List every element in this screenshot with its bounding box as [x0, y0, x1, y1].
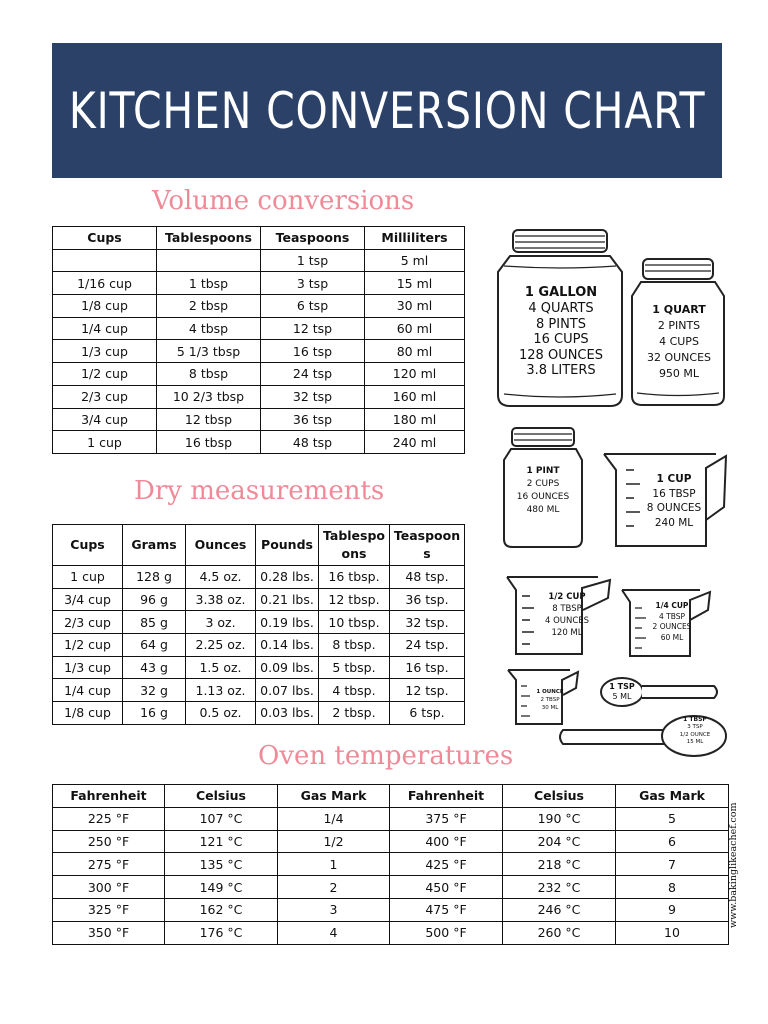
table-cell: 6: [616, 830, 729, 853]
table-cell: 325 °F: [53, 898, 165, 921]
table-cell: 12 tbsp.: [319, 588, 390, 611]
half-cup-line: 4 OUNCES: [544, 616, 590, 626]
table-cell: 425 °F: [390, 853, 503, 876]
tsp-line: 5 ML: [612, 692, 632, 701]
table-cell: 4 tbsp: [157, 317, 261, 340]
table-cell: 60 ml: [365, 317, 465, 340]
ounce-title: 1 OUNCE: [536, 689, 564, 695]
table-cell: 43 g: [123, 656, 186, 679]
volume-heading: Volume conversions: [152, 186, 415, 216]
table-cell: 16 tbsp: [157, 431, 261, 454]
table-cell: 0.03 lbs.: [256, 702, 319, 725]
table-cell: 5 tbsp.: [319, 656, 390, 679]
quart-line: 950 ML: [658, 367, 700, 380]
tbsp-line: 15 ML: [686, 739, 704, 745]
quarter-cup-line: 4 TBSP: [658, 611, 686, 621]
table-cell: 24 tsp.: [390, 634, 465, 657]
table-cell: 1 cup: [53, 566, 123, 589]
half-cup-title: 1/2 CUP: [548, 592, 586, 602]
table-cell: 475 °F: [390, 898, 503, 921]
table-cell: 0.21 lbs.: [256, 588, 319, 611]
quart-title: 1 QUART: [652, 303, 706, 316]
table-cell: 1/4 cup: [53, 679, 123, 702]
volume-column-header: Milliliters: [365, 227, 465, 250]
cup-label: [641, 472, 707, 530]
oven-column-header: Fahrenheit: [390, 785, 503, 808]
table-cell: 107 °C: [165, 807, 278, 830]
table-cell: 4 tbsp.: [319, 679, 390, 702]
gallon-line: 128 OUNCES: [519, 347, 603, 363]
quart-line: 4 CUPS: [659, 335, 699, 348]
table-cell: 32 g: [123, 679, 186, 702]
half-cup-label: [536, 591, 598, 639]
tbsp-line: 3 TSP: [687, 724, 703, 730]
cup-line: 16 TBSP: [652, 487, 696, 500]
quart-line: 32 OUNCES: [646, 351, 712, 364]
table-cell: 1 tsp: [261, 249, 365, 272]
dry-column-header: Teaspoon s: [390, 525, 465, 566]
table-cell: 1/3 cup: [53, 340, 157, 363]
gallon-title: 1 GALLON: [524, 285, 598, 300]
table-cell: 225 °F: [53, 807, 165, 830]
table-cell: 500 °F: [390, 921, 503, 944]
tsp-label: [603, 682, 641, 702]
volume-column-header: Teaspoons: [261, 227, 365, 250]
cup-line: 8 OUNCES: [646, 502, 702, 514]
table-cell: 10: [616, 921, 729, 944]
table-cell: 1/4: [278, 807, 390, 830]
quarter-cup-line: 60 ML: [660, 632, 684, 642]
table-cell: 260 °C: [503, 921, 616, 944]
table-cell: 0.5 oz.: [186, 702, 256, 725]
tbsp-line: 1/2 OUNCE: [679, 731, 711, 738]
table-cell: 1/2 cup: [53, 634, 123, 657]
table-cell: 2 tbsp: [157, 295, 261, 318]
half-cup-line: 8 TBSP: [552, 604, 582, 614]
table-cell: 10 2/3 tbsp: [157, 385, 261, 408]
tbsp-label: [670, 716, 720, 747]
gallon-line: 3.8 LITERS: [526, 363, 596, 379]
table-cell: 1/4 cup: [53, 317, 157, 340]
table-cell: 128 g: [123, 566, 186, 589]
tsp-title: 1 TSP: [609, 682, 635, 691]
table-cell: 9: [616, 898, 729, 921]
table-cell: 32 tsp: [261, 385, 365, 408]
table-cell: 1/2 cup: [53, 363, 157, 386]
table-cell: 30 ml: [365, 295, 465, 318]
dry-column-header: Pounds: [256, 525, 319, 566]
table-cell: 16 tsp: [261, 340, 365, 363]
dry-column-header: Tablespo ons: [319, 525, 390, 566]
table-cell: 3.38 oz.: [186, 588, 256, 611]
table-cell: 1: [278, 853, 390, 876]
table-cell: 96 g: [123, 588, 186, 611]
table-cell: 0.19 lbs.: [256, 611, 319, 634]
ounce-line: 2 TBSP: [540, 697, 560, 703]
table-cell: 204 °C: [503, 830, 616, 853]
quarter-cup-label: [646, 601, 698, 643]
table-cell: 5 ml: [365, 249, 465, 272]
table-cell: 5 1/3 tbsp: [157, 340, 261, 363]
table-cell: 400 °F: [390, 830, 503, 853]
table-cell: 3: [278, 898, 390, 921]
table-cell: 16 tbsp.: [319, 566, 390, 589]
table-cell: 1/8 cup: [53, 702, 123, 725]
ounce-label: [530, 688, 570, 712]
pint-label: [506, 465, 580, 517]
table-cell: 1 cup: [53, 431, 157, 454]
table-cell: 12 tbsp: [157, 408, 261, 431]
table-cell: 80 ml: [365, 340, 465, 363]
dry-column-header: Ounces: [186, 525, 256, 566]
table-cell: 48 tsp: [261, 431, 365, 454]
oven-column-header: Celsius: [503, 785, 616, 808]
table-cell: 2/3 cup: [53, 385, 157, 408]
pint-line: 480 ML: [526, 505, 560, 515]
table-cell: 2 tbsp.: [319, 702, 390, 725]
table-cell: 16 tsp.: [390, 656, 465, 679]
gallon-line: 4 QUARTS: [528, 301, 594, 317]
pint-line: 2 CUPS: [526, 479, 560, 489]
dry-heading: Dry measurements: [134, 476, 385, 506]
page-title: KITCHEN CONVERSION CHART: [68, 81, 706, 140]
quarter-cup-line: 2 OUNCES: [652, 622, 692, 631]
table-cell: 0.14 lbs.: [256, 634, 319, 657]
table-cell: 275 °F: [53, 853, 165, 876]
ounce-line: 30 ML: [541, 705, 559, 711]
table-cell: 120 ml: [365, 363, 465, 386]
quart-label: [636, 302, 722, 382]
volume-column-header: Tablespoons: [157, 227, 261, 250]
quarter-cup-title: 1/4 CUP: [655, 601, 689, 610]
dry-column-header: Grams: [123, 525, 186, 566]
table-cell: 0.07 lbs.: [256, 679, 319, 702]
table-cell: 176 °C: [165, 921, 278, 944]
table-cell: 7: [616, 853, 729, 876]
table-cell: 85 g: [123, 611, 186, 634]
cup-title: 1 CUP: [656, 473, 692, 485]
table-cell: 2.25 oz.: [186, 634, 256, 657]
table-cell: 8 tbsp: [157, 363, 261, 386]
table-cell: 1 tbsp: [157, 272, 261, 295]
table-cell: 121 °C: [165, 830, 278, 853]
pint-title: 1 PINT: [526, 466, 560, 476]
table-cell: 5: [616, 807, 729, 830]
table-cell: 350 °F: [53, 921, 165, 944]
table-cell: 218 °C: [503, 853, 616, 876]
table-cell: 149 °C: [165, 876, 278, 899]
table-cell: 36 tsp: [261, 408, 365, 431]
table-cell: 190 °C: [503, 807, 616, 830]
table-cell: 135 °C: [165, 853, 278, 876]
table-cell: 32 tsp.: [390, 611, 465, 634]
table-cell: 8 tbsp.: [319, 634, 390, 657]
oven-heading: Oven temperatures: [258, 741, 514, 771]
table-cell: 2/3 cup: [53, 611, 123, 634]
table-cell: 1/3 cup: [53, 656, 123, 679]
table-cell: 12 tsp.: [390, 679, 465, 702]
table-cell: 10 tbsp.: [319, 611, 390, 634]
volume-column-header: Cups: [53, 227, 157, 250]
gallon-line: 16 CUPS: [533, 332, 589, 348]
table-cell: 232 °C: [503, 876, 616, 899]
table-cell: 4: [278, 921, 390, 944]
table-cell: 6 tsp.: [390, 702, 465, 725]
table-cell: 4.5 oz.: [186, 566, 256, 589]
table-cell: 24 tsp: [261, 363, 365, 386]
table-cell: 16 g: [123, 702, 186, 725]
table-cell: 15 ml: [365, 272, 465, 295]
table-cell: 240 ml: [365, 431, 465, 454]
table-cell: 12 tsp: [261, 317, 365, 340]
table-cell: 8: [616, 876, 729, 899]
half-cup-line: 120 ML: [551, 628, 583, 638]
website-url: www.bakinglikeachef.com: [728, 802, 739, 928]
table-cell: 1/8 cup: [53, 295, 157, 318]
table-cell: 0.28 lbs.: [256, 566, 319, 589]
table-cell: 180 ml: [365, 408, 465, 431]
pint-line: 16 OUNCES: [516, 492, 570, 502]
oven-column-header: Celsius: [165, 785, 278, 808]
table-cell: 300 °F: [53, 876, 165, 899]
dry-column-header: Cups: [53, 525, 123, 566]
table-cell: 160 ml: [365, 385, 465, 408]
table-cell: 250 °F: [53, 830, 165, 853]
table-cell: 1/16 cup: [53, 272, 157, 295]
table-cell: 3 oz.: [186, 611, 256, 634]
oven-column-header: Fahrenheit: [53, 785, 165, 808]
gallon-line: 8 PINTS: [536, 316, 586, 332]
table-cell: 375 °F: [390, 807, 503, 830]
table-cell: 1.13 oz.: [186, 679, 256, 702]
table-cell: 3/4 cup: [53, 408, 157, 431]
table-cell: 36 tsp.: [390, 588, 465, 611]
table-cell: 1.5 oz.: [186, 656, 256, 679]
cup-line: 240 ML: [654, 516, 694, 529]
oven-column-header: Gas Mark: [278, 785, 390, 808]
oven-column-header: Gas Mark: [616, 785, 729, 808]
table-cell: 3/4 cup: [53, 588, 123, 611]
table-cell: 1/2: [278, 830, 390, 853]
table-cell: 3 tsp: [261, 272, 365, 295]
table-cell: 2: [278, 876, 390, 899]
table-cell: 48 tsp.: [390, 566, 465, 589]
table-cell: 450 °F: [390, 876, 503, 899]
table-cell: 64 g: [123, 634, 186, 657]
table-cell: 162 °C: [165, 898, 278, 921]
tbsp-title: 1 TBSP: [683, 716, 707, 723]
table-cell: 0.09 lbs.: [256, 656, 319, 679]
quart-line: 2 PINTS: [657, 319, 701, 332]
table-cell: 6 tsp: [261, 295, 365, 318]
table-cell: 246 °C: [503, 898, 616, 921]
gallon-label: [503, 285, 619, 379]
